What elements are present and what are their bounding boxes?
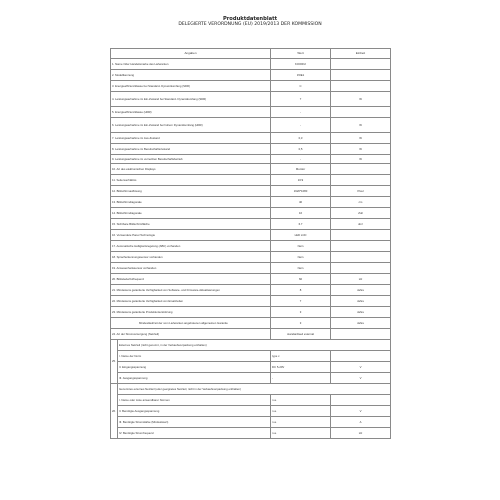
row-name: 21. Mindestens garantierte Verfügbarkeit von Software- und Firmware-Aktualisierungen [111, 285, 271, 296]
table-row [111, 219, 391, 230]
row-name: 18. Spracherkennungssensor vorhanden [111, 252, 271, 263]
table-row [111, 186, 391, 197]
row-value: DC 5-20V [271, 362, 331, 373]
table-row [111, 144, 391, 155]
document-subtitle: DELEGIERTE VERORDNUNG (EU) 2019/2013 DER KOMMISSION [178, 22, 322, 27]
table-row [111, 406, 391, 417]
row-name: II. Eingangsspannung [118, 362, 271, 373]
row-unit: Jahre [331, 296, 391, 307]
row-name: 1. Name Oder Handelsmarke des Lieferanten [111, 59, 271, 70]
section-header-row [111, 340, 391, 351]
table-row [111, 318, 391, 329]
row-unit: Jahre [331, 318, 391, 329]
table-header-row [111, 49, 391, 59]
row-value: Nein [271, 263, 331, 274]
row-value: 3 [271, 307, 331, 318]
row-unit [331, 175, 391, 186]
table-row [111, 362, 391, 373]
table-row [111, 164, 391, 175]
table-row [111, 208, 391, 219]
document-title: Produktdatenblatt [222, 16, 278, 22]
row-value: n.a. [271, 428, 331, 439]
header-value: Wert [271, 49, 331, 59]
row-unit: W [331, 144, 391, 155]
row-name: 7. Leistungsaufnahme im Aus-Zustand [111, 133, 271, 144]
row-value: 8 [271, 285, 331, 296]
table-row [111, 263, 391, 274]
table-row [111, 373, 391, 384]
row-value: n.a. [271, 395, 331, 406]
row-name: 20. Bildwiederholfrequenz [111, 274, 271, 285]
table-row [111, 395, 391, 406]
row-value: KOORUI [271, 59, 331, 70]
row-name: 6. Leistungsaufnahme im Ein-Zustand bei hohem Dynamikumfang (HDR) [111, 118, 271, 133]
table-row [111, 118, 391, 133]
row-value: 16:9 [271, 175, 331, 186]
row-value: 60 [271, 274, 331, 285]
row-unit [331, 263, 391, 274]
row-unit [331, 395, 391, 406]
row-unit [331, 351, 391, 362]
row-unit: dm² [331, 219, 391, 230]
table-row [111, 70, 391, 81]
row-name: II. Benötigte Ausgangsspannung [118, 406, 271, 417]
row-name: 3. Energieeffizienzklasse bei Standard- Dynamikumfang (SDR) [111, 81, 271, 92]
section-title: Externes Netzteil (nicht genormt, in der Verkaufsverpackung enthalten) [118, 340, 391, 351]
row-unit [331, 241, 391, 252]
row-value: Nein [271, 241, 331, 252]
table-row [111, 92, 391, 107]
row-name: 17. Automatische Helligkeitsregelung (ABC) vorhanden [111, 241, 271, 252]
row-name: 24. Art der Stromversorgung (Netzteil) [111, 329, 271, 340]
row-name: 2. Modellkennung [111, 70, 271, 81]
row-value: 1920*1080 [271, 186, 331, 197]
table-row [111, 252, 391, 263]
table-row [111, 417, 391, 428]
row-unit: W [331, 92, 391, 107]
row-name: 16. Verwendete Panel Technologie [111, 230, 271, 241]
row-unit [331, 329, 391, 340]
header-unit: Einheit [331, 49, 391, 59]
row-unit: W [331, 155, 391, 164]
row-value: 0,3 [271, 133, 331, 144]
row-unit [331, 81, 391, 92]
row-unit: Hz [331, 274, 391, 285]
table-row [111, 107, 391, 118]
header-name: Angaben [111, 49, 271, 59]
table-row [111, 155, 391, 164]
row-name: 8. Leistungsaufnahme im Bereitschaftszustand [111, 144, 271, 155]
table-row [111, 81, 391, 92]
row-value: type c [271, 351, 331, 362]
row-value: 7 [271, 92, 331, 107]
row-name: Mindestlaufzeit der vom Lieferanten angebotenen allgemeinen Garantie [111, 318, 271, 329]
row-name: 10. Art des elektronischen Displays [111, 164, 271, 175]
row-name: I. Name oder Liste anwendbarer Normen [118, 395, 271, 406]
row-unit: Hz [331, 428, 391, 439]
row-value: Monitor [271, 164, 331, 175]
row-value: 6.7 [271, 219, 331, 230]
table-row [111, 241, 391, 252]
table-row [111, 329, 391, 340]
row-value: Nein [271, 252, 331, 263]
row-unit: A [331, 417, 391, 428]
row-unit: V [331, 362, 391, 373]
table-row [111, 307, 391, 318]
section-header-row [111, 384, 391, 395]
row-unit [331, 70, 391, 81]
table-row [111, 296, 391, 307]
row-value: 7 [271, 296, 331, 307]
table-row [111, 133, 391, 144]
row-name: 22. Mindestens garantierte Verfügbarkeit von Ersatzteilen [111, 296, 271, 307]
row-value: 15IE1 [271, 70, 331, 81]
row-unit [331, 252, 391, 263]
row-value: 16 [271, 208, 331, 219]
table-row [111, 59, 391, 70]
row-name: 9. Leistungsaufnahme im vernetzten Bereitschaftsbetrieb [111, 155, 271, 164]
row-name: III. Benötigte Stromstärke (Mindestwert) [118, 417, 271, 428]
row-name: 13. Bildschirmdiagonale [111, 197, 271, 208]
row-unit [331, 230, 391, 241]
product-data-table [110, 48, 391, 439]
table-row [111, 230, 391, 241]
row-value: - [271, 107, 331, 118]
row-value: 40 [271, 197, 331, 208]
section-title: Genormtes externes Netzteil (oder geeignetes Netzteil, nicht in der Verkaufsverpackung enthalten) [118, 384, 391, 395]
row-unit: Jahre [331, 285, 391, 296]
table-row [111, 351, 391, 362]
row-unit: Jahre [331, 307, 391, 318]
table-row [111, 428, 391, 439]
row-value: - [271, 118, 331, 133]
row-value: n.a. [271, 417, 331, 428]
table-row [111, 285, 391, 296]
row-unit: Zoll [331, 208, 391, 219]
section-number: 25. [111, 340, 118, 384]
row-unit: V [331, 373, 391, 384]
section-number: 26. [111, 384, 118, 439]
table-row [111, 175, 391, 186]
row-name: 4. Leistungsaufnahme im Ein-Zustand bei Standard- Dynamikumfang (SDR) [111, 92, 271, 107]
row-value: C [271, 81, 331, 92]
row-value: n.a. [271, 406, 331, 417]
row-name: 19. Anwesenheitssensor vorhanden [111, 263, 271, 274]
row-name: 23. Mindestens garantierte Produktunterstützung [111, 307, 271, 318]
row-name: 11. Seitenverhältnis [111, 175, 271, 186]
table-row [111, 274, 391, 285]
row-unit: W [331, 133, 391, 144]
table-row [111, 197, 391, 208]
row-unit: Pixel [331, 186, 391, 197]
row-name: 5. Energieeffizienzklasse (HDR) [111, 107, 271, 118]
row-name: III. Ausgangsspannung [118, 373, 271, 384]
row-unit [331, 107, 391, 118]
row-unit: cm [331, 197, 391, 208]
row-value: 3 [271, 318, 331, 329]
row-unit [331, 164, 391, 175]
row-unit [331, 59, 391, 70]
row-name: I. Name der Norm [118, 351, 271, 362]
row-unit: W [331, 118, 391, 133]
row-value: - [271, 373, 331, 384]
row-name: 15. Sichtbare Bildschirmfläche [111, 219, 271, 230]
row-value: standardised external [271, 329, 331, 340]
row-name: 14. Bildschirmdiagonale [111, 208, 271, 219]
row-name: 12. Bildschirmauflösung [111, 186, 271, 197]
product-data-sheet [110, 16, 390, 486]
row-unit: V [331, 406, 391, 417]
row-value: LED LCD [271, 230, 331, 241]
row-value: 0,5 [271, 144, 331, 155]
row-value: - [271, 155, 331, 164]
row-name: IV. Benötigte Stromfrequenz [118, 428, 271, 439]
